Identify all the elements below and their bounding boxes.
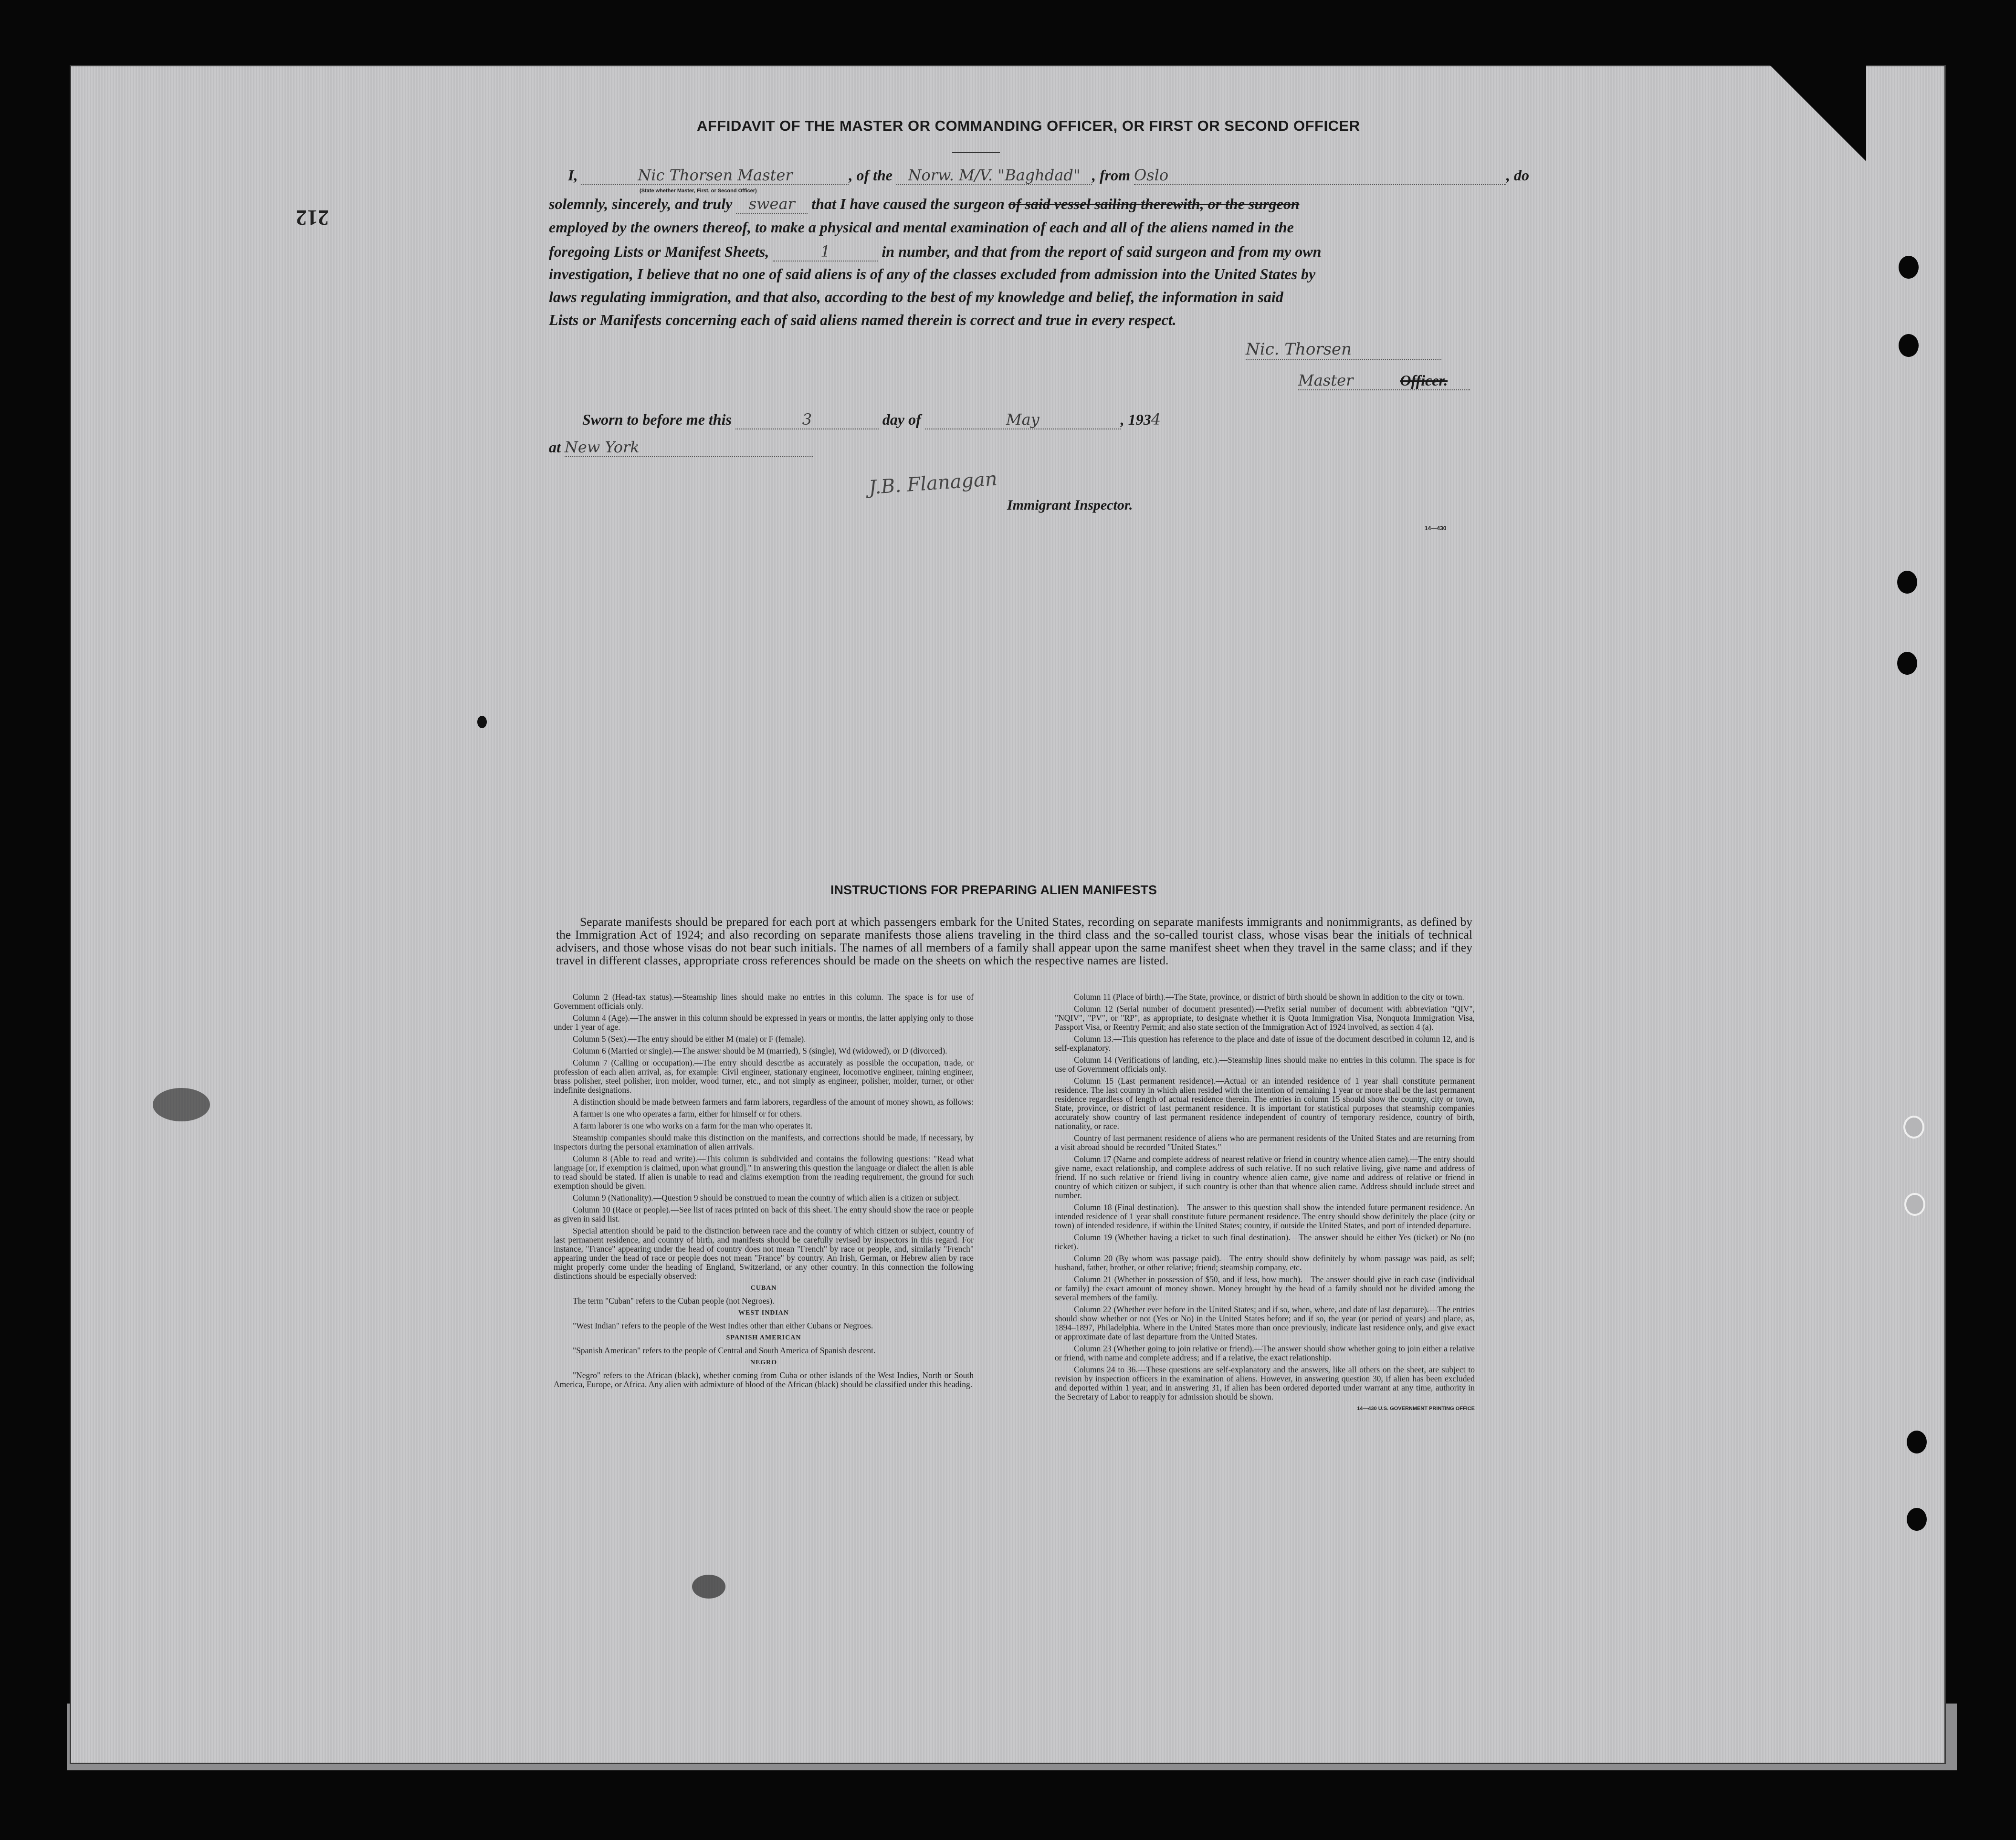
affidavit-line-1: I, Nic Thorsen Master , of the Norw. M/V. "Baghdad" , from Oslo , do	[568, 166, 1529, 184]
inspector-signature: J.B. Flanagan	[868, 468, 998, 499]
punch-hole-icon	[1907, 1508, 1927, 1531]
affidavit-line-2: solemnly, sincerely, and truly swear that I have caused the surgeon of said vessel sailing therewith, or the surgeon	[549, 195, 1300, 213]
instruction-paragraph: A farmer is one who operates a farm, either for himself or for others.	[573, 1109, 802, 1119]
affidavit-line-4: foregoing Lists or Manifest Sheets, 1 in number, and that from the report of said surgeon and from my own	[549, 242, 1322, 261]
instruction-paragraph: Columns 24 to 36.—These questions are self-explanatory and the answers, like all others on the sheet, are subject to revision by inspection officers in the examination of aliens. However, in answering question 30, if alien has been excluded and deported within 1 year, and in answering 31, if alien has been ordered deported under warrant at any time, authority in the Secretary of Labor to reapply for admission should be shown.	[1055, 1365, 1475, 1401]
instruction-paragraph: Column 14 (Verifications of landing, etc.).—Steamship lines should make no entries in this column. The space is for use of Government officials only.	[1055, 1055, 1475, 1074]
punch-hole-icon	[1903, 1116, 1924, 1139]
instruction-paragraph: Country of last permanent residence of aliens who are permanent residents of the United States and are returning from a visit abroad should be recorded "United States."	[1055, 1133, 1475, 1152]
heading-negro: NEGRO	[750, 1359, 777, 1366]
instructions-intro: Separate manifests should be prepared for each port at which passengers embark for the United States, recording on separate manifests immigrants and nonimmigrants, as defined by the Immigration Act of 1924; and also recording on separate manifests those aliens traveling in the third class and the so-called tourist class, whose visas bear the initials of technical advisers, and those whose visas do not bear such initials. The names of all members of a family shall appear upon the same manifest sheet when they travel in the same class; and if they travel in different classes, appropriate cross references should be made on the sheets on which the respective names are listed.	[556, 915, 1472, 967]
instruction-paragraph: Column 12 (Serial number of document presented).—Prefix serial number of document with abbreviation "QIV", "NQIV", "PV", or "RP", as appropriate, to designate whether it is Quota Immigration Visa, Nonquota Immigration Visa, Passport Visa, or Reentry Permit; and also state section of the Immigration Act of 1924 involved, as section 4 (a).	[1055, 1004, 1475, 1032]
margin-page-number: 212	[296, 206, 329, 230]
instruction-paragraph: Column 6 (Married or single).—The answer should be M (married), S (single), Wd (widowed), or D (divorced).	[573, 1046, 947, 1056]
instruction-paragraph: A farm laborer is one who works on a farm for the man who operates it.	[573, 1121, 813, 1130]
form-number: 14—430	[1425, 525, 1447, 532]
oath-word-field: swear	[736, 195, 808, 214]
inspector-title: Immigrant Inspector.	[1007, 497, 1133, 513]
punch-hole-icon	[1899, 334, 1919, 357]
instructions-right-column	[1055, 993, 1475, 1413]
instructions-title: INSTRUCTIONS FOR PREPARING ALIEN MANIFESTS	[830, 883, 1157, 897]
instruction-paragraph: "Negro" refers to the African (black), whether coming from Cuba or other islands of the West Indies, North or South America, Europe, or Africa. Any alien with admixture of blood of the African (black) should be classified under this heading.	[554, 1370, 974, 1389]
instruction-paragraph: Column 17 (Name and complete address of nearest relative or friend in country whence alien came).—The entry should give name, exact relationship, and complete address of such relative. If no such relative living, give name and address of friend. If no such relative or friend living in country whence alien came, give name and address of relative or friend in country of which citizen or subject, if such country is other than that whence alien came. Address should include street and number.	[1055, 1154, 1475, 1200]
instruction-paragraph: Steamship companies should make this distinction on the manifests, and corrections should be made, if necessary, by inspectors during the personal examination of alien arrivals.	[554, 1133, 974, 1151]
punch-hole-icon	[1904, 1193, 1925, 1216]
affidavit-line-7: Lists or Manifests concerning each of said aliens named therein is correct and true in every respect.	[549, 311, 1176, 328]
instruction-paragraph: Column 15 (Last permanent residence).—Actual or an intended residence of 1 year shall constitute permanent residence. The last country in which alien resided with the intention of remaining 1 year or more shall be the last permanent residence regardless of length of actual residence therein. The entries in column 15 should show the country, city or town, State, province, or district of last permanent residence. It is important for statistical purposes that steamship companies accurately show country of last permanent residence independent of country of temporary residence, country of birth, nationality, or race.	[1055, 1076, 1475, 1131]
struck-phrase: of said vessel sailing therewith, or the surgeon	[1008, 195, 1300, 212]
printing-office-footer: 14—430 U.S. GOVERNMENT PRINTING OFFICE	[1357, 1406, 1475, 1411]
punch-hole-icon	[1897, 571, 1917, 594]
punch-hole-icon	[1897, 652, 1917, 675]
smudge-mark	[692, 1575, 725, 1599]
heading-cuban: CUBAN	[750, 1285, 777, 1292]
sworn-year-digit: 4	[1151, 410, 1161, 429]
port-from-field: Oslo	[1134, 166, 1506, 185]
punch-hole-icon	[1899, 256, 1919, 279]
affidavit-title: AFFIDAVIT OF THE MASTER OR COMMANDING OFFICER, OR FIRST OR SECOND OFFICER	[697, 117, 1360, 134]
punch-hole-icon	[1907, 1431, 1927, 1453]
signature-title: Master Officer.	[1298, 371, 1470, 390]
instruction-paragraph: Column 21 (Whether in possession of $50, and if less, how much).—The answer should give in each case (individual or family) the exact amount of money shown. Money brought by the head of a family should not be divided among the several members of the family.	[1055, 1275, 1475, 1302]
sworn-day-field: 3	[735, 410, 879, 429]
instruction-paragraph: Column 7 (Calling or occupation).—The entry should describe as accurately as possible the occupation, trade, or profession of each alien arrival, as, for example: Civil engineer, stationary engineer, locomotive engineer, mining engineer, brass polisher, steel polisher, iron molder, wood turner, etc., and not simply as engineer, polisher, molder, turner, or other indefinite designations.	[554, 1058, 974, 1095]
at-line: at New York	[549, 438, 813, 457]
vessel-field: Norw. M/V. "Baghdad"	[896, 166, 1092, 185]
instruction-paragraph: Column 4 (Age).—The answer in this column should be expressed in years or months, the latter applying only to those under 1 year of age.	[554, 1013, 974, 1032]
instruction-paragraph: "West Indian" refers to the people of the West Indies other than either Cubans or Negroes.	[573, 1321, 873, 1330]
sheet-count-field: 1	[773, 242, 878, 261]
sworn-line: Sworn to before me this 3 day of May , 1934	[582, 410, 1161, 429]
heading-west-indian: WEST INDIAN	[738, 1309, 789, 1317]
instruction-paragraph: "Spanish American" refers to the people of Central and South America of Spanish descent.	[573, 1346, 876, 1355]
instruction-paragraph: Column 13.—This question has reference to the place and date of issue of the document described in column 12, and is self-explanatory.	[1055, 1034, 1475, 1053]
instructions-left-column	[554, 993, 974, 1392]
torn-corner	[1766, 61, 1866, 161]
instruction-paragraph: Special attention should be paid to the distinction between race and the country of which citizen or subject, country of last permanent residence, and country of birth, and manifests should be carefully revised by inspectors in this regard. For instance, "France" appearing under the head of country does not mean "French" by race or people, and, similarly "French" appearing under the head of race or people does not mean "France" by country. An Irish, German, or Hebrew alien by race might properly come under the heading of England, Switzerland, or any other country. In this connection the following distinctions should be especially observed:	[554, 1226, 974, 1281]
instruction-paragraph: Column 10 (Race or people).—See list of races printed on back of this sheet. The entry should show the race or people as given in said list.	[554, 1205, 974, 1223]
sworn-month-field: May	[925, 410, 1121, 429]
instruction-paragraph: Column 11 (Place of birth).—The State, province, or district of birth should be shown in addition to the city or town.	[1074, 992, 1464, 1002]
instruction-paragraph: Column 23 (Whether going to join relative or friend).—The answer should show whether going to join either a relative or friend, with name and complete address; and if a relative, the exact relationship.	[1055, 1344, 1475, 1362]
officer-name-field: Nic Thorsen Master	[581, 166, 849, 185]
master-signature: Nic. Thorsen	[1246, 340, 1441, 360]
ink-blot	[477, 716, 487, 728]
instruction-paragraph: Column 9 (Nationality).—Question 9 should be construed to mean the country of which alien is a citizen or subject.	[573, 1193, 960, 1202]
instruction-paragraph: Column 20 (By whom was passage paid).—The entry should show definitely by whom passage was paid, as self; husband, father, brother, or other relative; friend; steamship company, etc.	[1055, 1254, 1475, 1272]
officer-caption: (State whether Master, First, or Second Officer)	[640, 188, 757, 194]
instruction-paragraph: Column 22 (Whether ever before in the United States; and if so, when, where, and date of last departure).—The entries should show whether or not (Yes or No) in the United States before; and if so, the year (or period of years) and place, as, 1894–1897, Philadelphia. Where in the United States more than once previously, indicate last residence only, and give exact or approximate date of last departure from the United States.	[1055, 1305, 1475, 1341]
affidavit-line-6: laws regulating immigration, and that also, according to the best of my knowledge and belief, the information in said	[549, 288, 1283, 305]
instruction-paragraph: Column 8 (Able to read and write).—This column is subdivided and contains the following questions: "Read what language [or, if exemption is claimed, upon what ground]." In answering this question the language or dialect the alien is able to read should be stated. If alien is unable to read and claims exemption from the reading requirement, the ground for such exemption should be given.	[554, 1154, 974, 1191]
instruction-paragraph: A distinction should be made between farmers and farm laborers, regardless of the amount of money shown, as follows:	[573, 1097, 974, 1107]
smudge-mark	[153, 1088, 210, 1121]
instruction-paragraph: Column 5 (Sex).—The entry should be either M (male) or F (female).	[573, 1034, 806, 1044]
at-place-field: New York	[565, 438, 813, 457]
instruction-paragraph: Column 2 (Head-tax status).—Steamship lines should make no entries in this column. The space is for use of Government officials only.	[554, 992, 974, 1011]
title-rule	[952, 152, 1000, 153]
instruction-paragraph: Column 19 (Whether having a ticket to such final destination).—The answer should be either Yes (ticket) or No (no ticket).	[1055, 1233, 1475, 1251]
instruction-paragraph: The term "Cuban" refers to the Cuban people (not Negroes).	[573, 1296, 775, 1306]
instruction-paragraph: Column 18 (Final destination).—The answer to this question shall show the intended future permanent residence. An intended residence of 1 year shall constitute future permanent residence. The entry should show definitely the place (city or town) of intended residence, if within the United States; country, if outside the United States, and port of intended departure.	[1055, 1202, 1475, 1230]
affidavit-line-3: employed by the owners thereof, to make a physical and mental examination of each and all of the aliens named in the	[549, 219, 1294, 236]
affidavit-line-5: investigation, I believe that no one of said aliens is of any of the classes excluded from admission into the United States by	[549, 265, 1316, 282]
heading-spanish-american: SPANISH AMERICAN	[726, 1334, 801, 1341]
